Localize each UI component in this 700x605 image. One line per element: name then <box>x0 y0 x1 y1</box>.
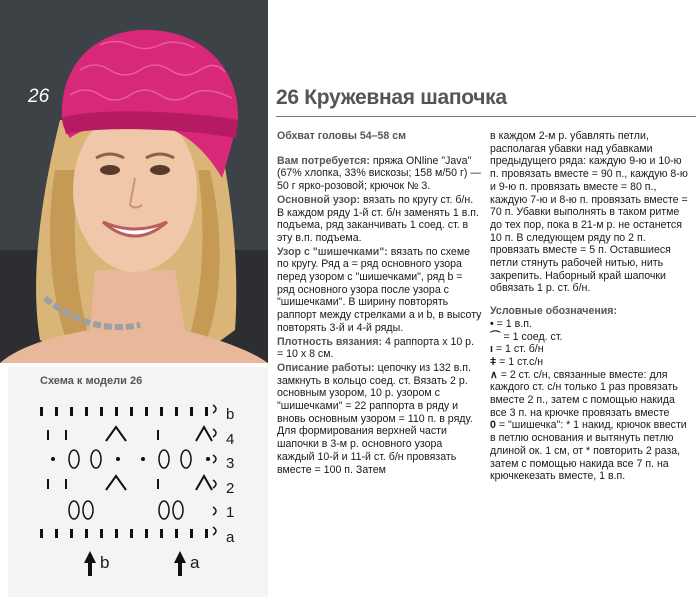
legend-item <box>490 331 690 344</box>
turning-chains <box>213 405 216 535</box>
basic-pattern-text: вязать по кругу ст. б/н. В каждом ряду 1-й ст. б/н заменять 1 в.п. подъема, ряд заканчивать 1 соед. ст. в эту в.п. подъема. <box>277 193 479 244</box>
row-2-stitches <box>48 476 212 490</box>
legend-text: = 1 ст. б/н <box>492 343 544 356</box>
legend-item <box>490 356 690 369</box>
instructions-column-2 <box>490 130 690 483</box>
legend-symbol-chain: • <box>490 317 494 330</box>
row-3-bobbles <box>69 450 191 468</box>
materials-text: пряжа ONline "Java" (67% хлопка, 33% вискозы; 158 м/50 г) — 50 г ярко-розовой; крючок № 3. <box>277 154 481 193</box>
continuation-text: в каждом 2-м р. убавлять петли, располагая убавки над убавками предыдущего ряда: каждую 9-ю и 10-ю п. провязать вместе = 90 п., каждую 8-ю и 9-ю п. провязать вместе = 80 п., каждую 7-ю и 8-ю п. провязать вместе = 70 п. Убавки выполнять в таком ритме до тех пор, пока в 21-м р. не останется 10 п. В следующем ряду по 2 п. провязать вместе = 5 п. Оставшиеся петли стянуть рабочей нитью, нить закрепить. Наборный край шапочки обвязать 1 р. ст. б/н. <box>490 130 688 295</box>
instructions-column-1 <box>277 130 482 476</box>
row-3-chains <box>51 457 210 461</box>
legend-item <box>490 419 690 483</box>
row-label-a: a <box>226 528 235 546</box>
basic-pattern-paragraph <box>277 194 482 245</box>
row-4-stitches <box>48 427 212 441</box>
legend-symbol-slip: ⌒ <box>490 330 501 343</box>
legend-item <box>490 369 690 420</box>
title-bar <box>276 86 696 117</box>
basic-pattern-label: Основной узор: <box>277 193 361 206</box>
legend-symbol-sc: ı <box>490 343 493 356</box>
row-a-stitches <box>40 529 208 538</box>
row-label-2: 2 <box>226 479 235 497</box>
legend-text: = "шишечка": * 1 накид, крючок ввести в петлю основания и вытянуть петлю длиной ок. 1 см, от * повторить 2 раза, затем с помощью накида все 7 п. на крючкекезать вместе, 1 в.п. <box>490 419 687 483</box>
legend-symbol-dc2tog: ∧ <box>490 368 498 381</box>
density-paragraph <box>277 336 482 361</box>
density-label: Плотность вязания: <box>277 335 383 348</box>
bobble-pattern-label: Узор с "шишечками": <box>277 245 388 258</box>
row-label-3: 3 <box>226 455 235 472</box>
model-number: 26 <box>28 86 50 107</box>
arrow-label-a: a <box>190 553 200 572</box>
bobble-pattern-text: вязать по схеме по кругу. Ряд a = ряд основного узора перед узором с "шишечками", ряд b = ряд основного узора после узора с "шишечками". В ширину повторять раппорт между стрелками a и b, в высоту повторять 3-й и 4-й ряды. <box>277 245 482 334</box>
legend-text: = 1 соед. ст. <box>500 330 563 343</box>
row-1-bobbles <box>69 501 183 519</box>
row-label-b: b <box>226 406 235 423</box>
row-b-stitches <box>40 407 208 416</box>
crochet-chart <box>8 367 268 597</box>
legend-symbol-bobble: 0 <box>490 419 496 432</box>
row-labels <box>226 403 234 550</box>
arrow-label-b: b <box>100 553 110 572</box>
legend-item <box>490 343 690 356</box>
description-label: Описание работы: <box>277 361 375 374</box>
legend-text: = 1 в.п. <box>493 317 532 330</box>
legend-text: = 1 ст.с/н <box>496 355 544 368</box>
head-size: Обхват головы 54–58 см <box>277 130 406 142</box>
page-title: 26 Кружевная шапочка <box>276 86 507 109</box>
legend-list <box>490 318 690 483</box>
legend-item <box>490 318 690 331</box>
materials-paragraph <box>277 155 482 193</box>
model-photo-illustration <box>0 0 268 363</box>
description-text: цепочку из 132 в.п. замкнуть в кольцо соед. ст. Вязать 2 р. основным узором, 10 р. узором с "шишечками" = 22 раппорта в ряду и вновь основным узором = 110 п. в ряду. Для формирования верхней части шапочки в 3-м р. основного узора каждый 10-й и 11-й ст. б/н провязать вместе = 100 п. Затем <box>277 361 473 476</box>
materials-label: Вам потребуется: <box>277 154 370 167</box>
model-photo <box>0 0 268 363</box>
chart-title: Схема к модели 26 <box>40 375 143 387</box>
row-label-1: 1 <box>226 504 235 521</box>
bobble-pattern-paragraph <box>277 246 482 335</box>
row-label-4: 4 <box>226 430 235 448</box>
legend-title: Условные обозначения: <box>490 305 617 318</box>
density-text: 4 раппорта х 10 р. = 10 х 8 см. <box>277 335 475 361</box>
description-paragraph <box>277 362 482 476</box>
legend-text: = 2 ст. с/н, связанные вместе: для каждого ст. с/н только 1 раз провязать вместе 2 п., затем с помощью накида все 3 п. на крючке провязать вместе <box>490 368 678 419</box>
legend-symbol-dc: ǂ <box>490 355 497 368</box>
